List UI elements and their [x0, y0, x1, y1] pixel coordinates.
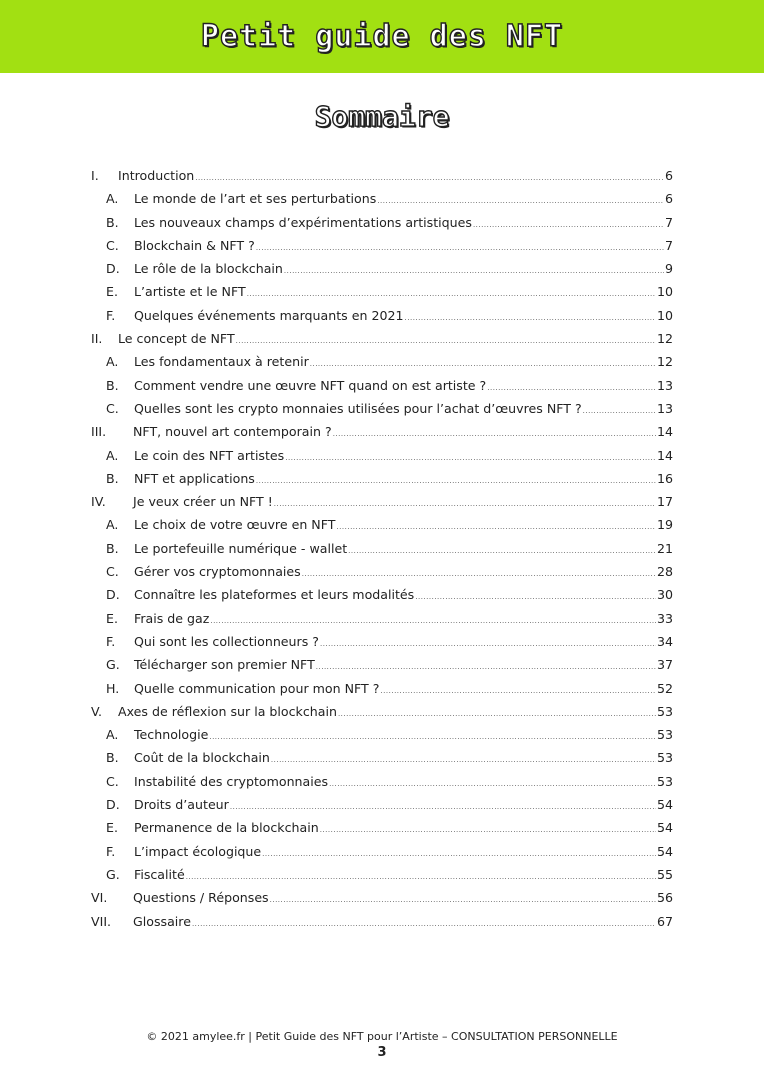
toc-entry-label: NFT et applications — [134, 470, 255, 486]
toc-entry-page: 34 — [656, 633, 673, 649]
toc-entry-label: Coût de la blockchain — [134, 750, 270, 766]
toc-entry-number: A. — [106, 517, 119, 533]
footer-text: © 2021 amylee.fr | Petit Guide des NFT pour l’Artiste – CONSULTATION PERSONNELLE — [146, 1030, 618, 1043]
toc-entry-label: Introduction — [118, 168, 195, 183]
toc-entry[interactable] — [91, 280, 673, 303]
toc-dot-leader — [320, 633, 656, 656]
toc-dot-leader — [320, 819, 656, 842]
toc-entry-page: 6 — [664, 168, 673, 183]
toc-entry[interactable] — [91, 677, 673, 700]
toc-entry[interactable] — [91, 886, 673, 909]
toc-entry[interactable] — [91, 723, 673, 746]
toc-entry-page: 12 — [656, 354, 673, 370]
toc-entry-number: A. — [106, 727, 119, 743]
toc-entry-page: 10 — [656, 307, 673, 323]
toc-entry[interactable] — [91, 630, 673, 653]
toc-dot-leader — [405, 307, 656, 330]
toc-entry-page: 10 — [656, 284, 673, 300]
toc-entry-page: 6 — [664, 191, 673, 207]
toc-entry[interactable] — [91, 257, 673, 280]
toc-entry-page: 13 — [656, 400, 673, 416]
toc-entry[interactable] — [91, 560, 673, 583]
toc-dot-leader — [284, 260, 664, 283]
toc-entry-label: Instabilité des cryptomonnaies — [134, 773, 329, 789]
toc-entry-page: 67 — [656, 913, 673, 929]
toc-entry-page: 54 — [656, 797, 673, 813]
toc-entry-label: Le portefeuille numérique - wallet — [134, 540, 348, 556]
toc-dot-leader — [209, 726, 656, 749]
table-of-contents — [91, 164, 673, 933]
toc-entry-number: C. — [106, 773, 119, 789]
toc-entry-number: A. — [106, 354, 119, 370]
toc-entry[interactable] — [91, 863, 673, 886]
toc-dot-leader — [338, 703, 656, 726]
toc-entry-label: Gérer vos cryptomonnaies — [134, 564, 301, 580]
toc-entry-number: C. — [106, 400, 119, 416]
toc-entry[interactable] — [91, 770, 673, 793]
toc-entry-page: 21 — [656, 540, 673, 556]
toc-entry-number: E. — [106, 610, 118, 626]
toc-entry-number: A. — [106, 447, 119, 463]
toc-entry-label: Télécharger son premier NFT — [134, 657, 315, 673]
toc-entry-label: Quelques événements marquants en 2021 — [134, 307, 404, 323]
toc-entry-number: F. — [106, 843, 116, 859]
toc-entry[interactable] — [91, 164, 673, 187]
toc-entry-label: Glossaire — [133, 913, 191, 929]
toc-entry[interactable] — [91, 793, 673, 816]
toc-entry-page: 14 — [656, 424, 673, 440]
toc-entry-label: Droits d’auteur — [134, 797, 229, 813]
header-banner — [0, 0, 764, 73]
toc-entry-number: B. — [106, 540, 119, 556]
toc-entry-label: Axes de réflexion sur la blockchain — [118, 703, 337, 719]
toc-entry-label: Fiscalité — [134, 866, 185, 882]
toc-entry-label: Qui sont les collectionneurs ? — [134, 633, 319, 649]
toc-entry-page: 56 — [656, 890, 673, 906]
toc-heading: Sommaire — [314, 100, 450, 133]
toc-dot-leader — [380, 680, 656, 703]
toc-entry-page: 19 — [656, 517, 673, 533]
toc-entry-page: 14 — [656, 447, 673, 463]
toc-entry-label: Les fondamentaux à retenir — [134, 354, 309, 370]
toc-entry-number: D. — [106, 587, 120, 603]
toc-entry[interactable] — [91, 444, 673, 467]
toc-entry-page: 7 — [664, 237, 673, 253]
toc-entry-label: Questions / Réponses — [133, 890, 269, 906]
toc-entry[interactable] — [91, 304, 673, 327]
toc-entry-page: 53 — [656, 727, 673, 743]
toc-entry-number: F. — [106, 307, 116, 323]
toc-dot-leader — [333, 423, 656, 446]
toc-entry-number: B. — [106, 377, 119, 393]
toc-entry-label: Connaître les plateformes et leurs modalités — [134, 587, 415, 603]
toc-entry[interactable] — [91, 700, 673, 723]
toc-dot-leader — [192, 913, 656, 936]
toc-entry-number: F. — [106, 633, 116, 649]
toc-entry-number: C. — [106, 237, 119, 253]
toc-entry-label: Technologie — [134, 727, 209, 743]
toc-entry-label: Le monde de l’art et ses perturbations — [134, 191, 377, 207]
toc-entry-number: H. — [106, 680, 120, 696]
toc-entry-number: A. — [106, 191, 119, 207]
toc-entry-number: D. — [106, 797, 120, 813]
toc-entry-number: G. — [106, 866, 120, 882]
toc-entry[interactable] — [91, 187, 673, 210]
toc-entry-number: III. — [91, 424, 107, 440]
toc-entry[interactable] — [91, 234, 673, 257]
toc-dot-leader — [262, 843, 656, 866]
toc-entry[interactable] — [91, 537, 673, 560]
toc-dot-leader — [285, 447, 656, 470]
toc-entry-number: V. — [91, 703, 102, 719]
toc-entry-page: 53 — [656, 750, 673, 766]
toc-entry[interactable] — [91, 467, 673, 490]
toc-entry[interactable] — [91, 513, 673, 536]
toc-entry-number: B. — [106, 750, 119, 766]
toc-entry[interactable] — [91, 397, 673, 420]
toc-entry-number: I. — [91, 168, 99, 183]
toc-entry-label: Les nouveaux champs d’expérimentations artistiques — [134, 214, 472, 230]
toc-dot-leader — [256, 237, 664, 260]
toc-entry-label: Quelles sont les crypto monnaies utilisées pour l’achat d’œuvres NFT ? — [134, 400, 582, 416]
toc-entry-number: E. — [106, 284, 118, 300]
toc-dot-leader — [270, 889, 656, 912]
toc-entry-label: L’impact écologique — [134, 843, 262, 859]
toc-entry[interactable] — [91, 350, 673, 373]
toc-entry-number: B. — [106, 214, 119, 230]
toc-entry-page: 53 — [656, 773, 673, 789]
toc-dot-leader — [336, 516, 656, 539]
toc-dot-leader — [256, 470, 656, 493]
toc-entry-page: 9 — [664, 261, 673, 277]
toc-dot-leader — [348, 540, 656, 563]
toc-dot-leader — [329, 773, 656, 796]
toc-entry-label: Frais de gaz — [134, 610, 210, 626]
toc-entry-number: B. — [106, 470, 119, 486]
toc-entry-label: Le concept de NFT — [118, 331, 235, 347]
toc-entry[interactable] — [91, 420, 673, 443]
toc-entry-number: E. — [106, 820, 118, 836]
toc-entry[interactable] — [91, 816, 673, 839]
toc-entry-page: 52 — [656, 680, 673, 696]
toc-entry[interactable] — [91, 653, 673, 676]
toc-entry-page: 33 — [656, 610, 673, 626]
toc-entry-page: 37 — [656, 657, 673, 673]
toc-entry-page: 12 — [656, 331, 673, 347]
toc-entry[interactable] — [91, 583, 673, 606]
toc-entry-number: VI. — [91, 890, 108, 906]
toc-entry-page: 28 — [656, 564, 673, 580]
toc-entry-label: L’artiste et le NFT — [134, 284, 246, 300]
document-title: Petit guide des NFT — [200, 19, 564, 54]
toc-entry-page: 54 — [656, 820, 673, 836]
toc-entry-label: Le coin des NFT artistes — [134, 447, 285, 463]
toc-entry-number: II. — [91, 331, 103, 347]
toc-entry-page: 16 — [656, 470, 673, 486]
toc-entry-label: NFT, nouvel art contemporain ? — [133, 424, 332, 440]
toc-entry-number: VII. — [91, 913, 112, 929]
toc-entry-number: IV. — [91, 494, 106, 510]
toc-entry-label: Le choix de votre œuvre en NFT — [134, 517, 336, 533]
toc-entry-page: 7 — [664, 214, 673, 230]
toc-dot-leader — [473, 214, 664, 237]
toc-entry-label: Je veux créer un NFT ! — [133, 494, 273, 510]
toc-entry[interactable] — [91, 490, 673, 513]
toc-entry-number: D. — [106, 261, 120, 277]
toc-dot-leader — [583, 400, 656, 423]
toc-entry[interactable] — [91, 327, 673, 350]
toc-dot-leader — [415, 586, 656, 609]
toc-entry-number: G. — [106, 657, 120, 673]
toc-entry[interactable] — [91, 211, 673, 234]
toc-entry-page: 30 — [656, 587, 673, 603]
toc-entry-label: Blockchain & NFT ? — [134, 237, 255, 253]
toc-entry-label: Comment vendre une œuvre NFT quand on est artiste ? — [134, 377, 487, 393]
toc-entry-page: 53 — [656, 703, 673, 719]
toc-entry-page: 17 — [656, 494, 673, 510]
toc-entry-label: Le rôle de la blockchain — [134, 261, 283, 277]
toc-entry[interactable] — [91, 840, 673, 863]
toc-entry[interactable] — [91, 910, 673, 933]
toc-entry[interactable] — [91, 746, 673, 769]
toc-dot-leader — [271, 749, 656, 772]
toc-entry-number: C. — [106, 564, 119, 580]
toc-entry[interactable] — [91, 607, 673, 630]
toc-entry-page: 55 — [656, 866, 673, 882]
toc-entry-label: Permanence de la blockchain — [134, 820, 319, 836]
toc-entry-label: Quelle communication pour mon NFT ? — [134, 680, 380, 696]
page-number: 3 — [377, 1045, 387, 1060]
toc-entry-page: 13 — [656, 377, 673, 393]
toc-entry-page: 54 — [656, 843, 673, 859]
toc-entry[interactable] — [91, 374, 673, 397]
